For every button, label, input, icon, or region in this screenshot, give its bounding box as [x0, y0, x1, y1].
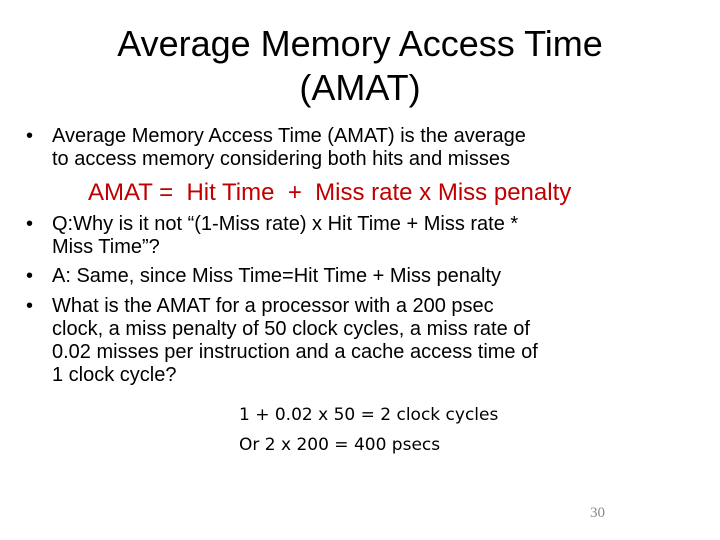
bullet-line: A: Same, since Miss Time=Hit Time + Miss penalty: [52, 265, 502, 287]
amat-formula: AMAT = Hit Time + Miss rate x Miss penalty: [88, 179, 572, 206]
bullet-line: Miss Time”?: [52, 236, 160, 258]
bullet-line: What is the AMAT for a processor with a 200 psec: [52, 295, 494, 317]
bullet-marker: •: [26, 213, 34, 235]
answer-line-1: 1 + 0.02 x 50 = 2 clock cycles: [239, 405, 499, 425]
bullet-line: 0.02 misses per instruction and a cache access time of: [52, 341, 538, 363]
slide-title: [0, 22, 720, 110]
bullet-amat-definition: [26, 125, 526, 171]
bullet-answer: [26, 265, 502, 288]
bullet-line: Q:Why is it not “(1-Miss rate) x Hit Time + Miss rate *: [52, 213, 519, 235]
bullet-marker: •: [26, 265, 34, 287]
answer-line-2: Or 2 x 200 = 400 psecs: [239, 435, 441, 455]
bullet-question: [26, 213, 519, 259]
bullet-marker: •: [26, 295, 34, 317]
page-number: 30: [590, 505, 605, 521]
bullet-line: to access memory considering both hits and misses: [52, 148, 510, 170]
bullet-line: Average Memory Access Time (AMAT) is the average: [52, 125, 526, 147]
bullet-line: clock, a miss penalty of 50 clock cycles, a miss rate of: [52, 318, 530, 340]
title-line-2: (AMAT): [299, 67, 421, 108]
title-line-1: Average Memory Access Time: [117, 23, 603, 64]
bullet-amat-problem: [26, 295, 538, 387]
bullet-marker: •: [26, 125, 34, 147]
bullet-line: 1 clock cycle?: [52, 364, 177, 386]
